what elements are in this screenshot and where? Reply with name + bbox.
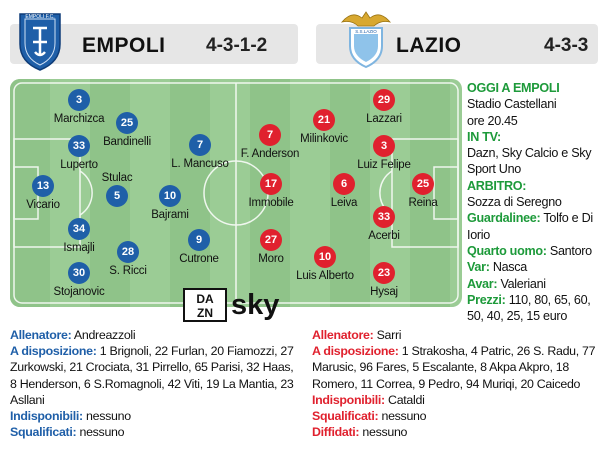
away-player: 10 Luis Alberto bbox=[285, 246, 365, 282]
home-formation: 4-3-1-2 bbox=[206, 35, 268, 56]
where-label: OGGI A EMPOLI bbox=[467, 81, 560, 95]
fourth-official-line: Quarto uomo: Santoro bbox=[467, 243, 592, 258]
away-player: 25 Reina bbox=[383, 173, 462, 209]
tv-channels: Dazn, Sky Calcio e Sky Sport Uno bbox=[467, 146, 592, 177]
venue: Stadio Castellani bbox=[467, 97, 557, 112]
avar-line: Avar: Valeriani bbox=[467, 276, 546, 291]
pitch bbox=[10, 79, 462, 307]
prices-line: Prezzi: 110, 80, 65, 60, 50, 40, 25, 15 euro bbox=[467, 292, 591, 324]
away-suspended-line: Squalificati: nessuno bbox=[312, 409, 427, 424]
home-player: 34 Ismajli bbox=[39, 218, 119, 254]
away-player: 17 Immobile bbox=[231, 173, 311, 209]
home-squad-info bbox=[10, 327, 302, 440]
home-player: 33 Luperto bbox=[39, 135, 119, 171]
empoli-crest-icon bbox=[16, 8, 64, 72]
away-team-name: LAZIO bbox=[396, 34, 462, 57]
home-unavailable-line: Indisponibili: nessuno bbox=[10, 409, 131, 424]
away-player: 29 Lazzari bbox=[344, 89, 424, 125]
tv-label: IN TV: bbox=[467, 129, 501, 144]
home-player: 13 Vicario bbox=[10, 175, 83, 211]
home-player: 7 L. Mancuso bbox=[160, 134, 240, 170]
lazio-crest-text: S.S.LAZIO bbox=[355, 29, 377, 34]
dazn-logo-text-bottom: ZN bbox=[197, 306, 213, 320]
home-player: Stulac 5 bbox=[77, 172, 157, 207]
away-player: 33 Acerbi bbox=[344, 206, 424, 242]
away-squad-info bbox=[312, 327, 608, 440]
home-player: 28 S. Ricci bbox=[88, 241, 168, 277]
away-player: 7 F. Anderson bbox=[230, 124, 310, 160]
home-bench-line: A disposizione: 1 Brignoli, 22 Furlan, 20 Fiamozzi, 27 Zurkowski, 21 Crociata, 31 Pirrello, 65 Parisi, 32 Haas, 8 Henderson, 6 S.Romagnoli, 42 Viti, 19 La Mantia, 23 Asllani bbox=[10, 344, 294, 407]
empoli-crest-text: EMPOLI F.C. bbox=[25, 14, 55, 20]
home-coach-line: Allenatore: Andreazzoli bbox=[10, 328, 136, 342]
var-line: Var: Nasca bbox=[467, 260, 528, 275]
home-player: 10 Bajrami bbox=[130, 185, 210, 221]
home-team-name: EMPOLI bbox=[82, 34, 166, 57]
home-player: 9 Cutrone bbox=[159, 229, 239, 265]
lazio-crest-icon bbox=[336, 4, 396, 70]
sky-logo-icon bbox=[227, 288, 291, 322]
away-player: 23 Hysaj bbox=[344, 262, 424, 298]
away-unavailable-line: Indisponibili: Cataldi bbox=[312, 392, 425, 407]
home-player: 3 Marchizca bbox=[39, 89, 119, 125]
referee-label: ARBITRO: bbox=[467, 178, 527, 193]
away-formation: 4-3-3 bbox=[544, 35, 589, 56]
away-player: 3 Luiz Felipe bbox=[344, 135, 424, 171]
home-suspended-line: Squalificati: nessuno bbox=[10, 425, 125, 440]
kickoff-time: ore 20.45 bbox=[467, 113, 518, 128]
away-player: 21 Milinkovic bbox=[284, 109, 364, 145]
dazn-logo-icon bbox=[183, 288, 227, 322]
linesmen-line: Guardalinee: Tolfo e Di Iorio bbox=[467, 211, 593, 242]
referee: Sozza di Seregno bbox=[467, 195, 562, 210]
away-warned-line: Diffidati: nessuno bbox=[312, 425, 408, 440]
away-player: 6 Leiva bbox=[304, 173, 384, 209]
home-player: 25 Bandinelli bbox=[87, 112, 167, 148]
sky-logo-text: sky bbox=[231, 289, 280, 321]
broadcaster-logos bbox=[183, 288, 293, 322]
away-player: 27 Moro bbox=[231, 229, 311, 265]
home-player: 30 Stojanovic bbox=[39, 262, 119, 298]
away-bench-line: A disposizione: 1 Strakosha, 4 Patric, 26 S. Radu, 77 Marusic, 96 Fares, 5 Escalante, 8 Akpa Akpro, 18 Romero, 11 Correa, 9 Pedro, 94 Muriqi, 20 Caicedo bbox=[312, 344, 596, 391]
match-info bbox=[467, 80, 607, 324]
away-coach-line: Allenatore: Sarri bbox=[312, 328, 402, 342]
dazn-logo-text-top: DA bbox=[196, 292, 214, 306]
